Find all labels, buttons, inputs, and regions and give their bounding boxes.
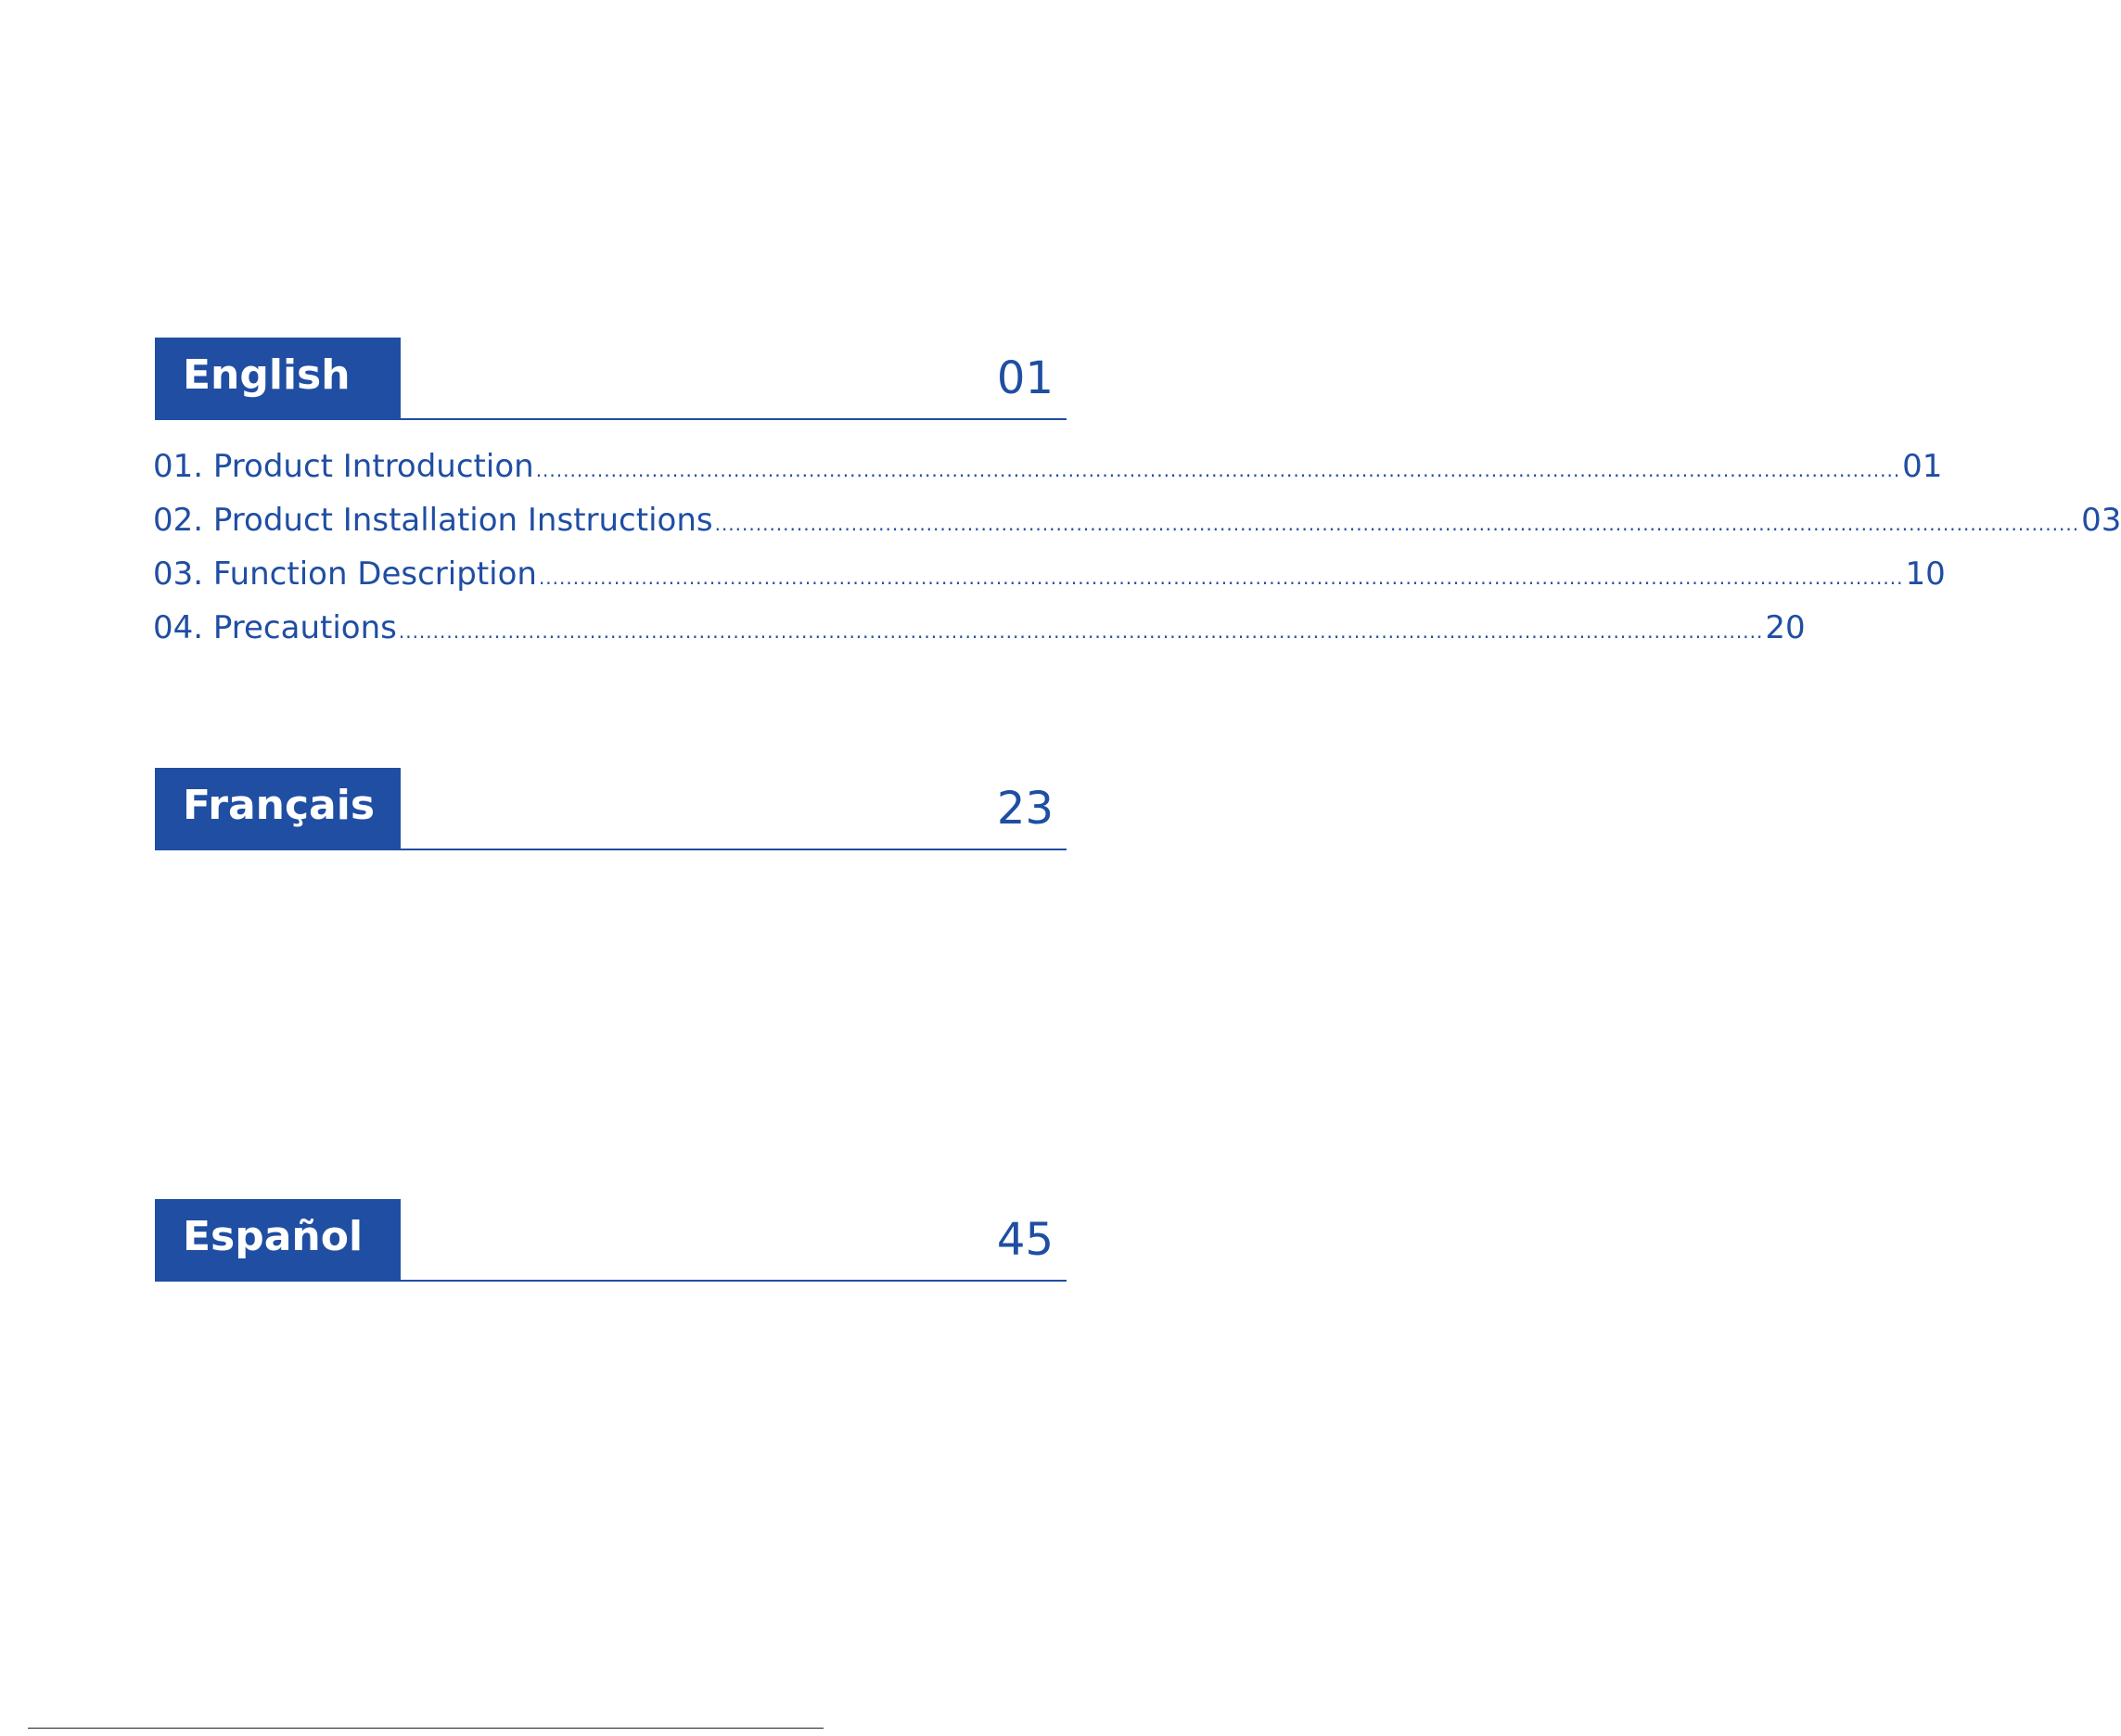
section-label-box xyxy=(155,338,401,419)
footer-rule xyxy=(28,1728,824,1729)
toc-entry-title: 03. Function Description xyxy=(153,555,537,593)
toc-entry-page: 20 xyxy=(1765,609,1806,646)
section-header-francais xyxy=(155,768,1067,851)
section-header-espanol xyxy=(155,1199,1067,1283)
toc-entry-title: 04. Precautions xyxy=(153,609,397,646)
toc-entry-page: 03 xyxy=(2081,502,2121,539)
section-header-english xyxy=(155,338,1067,421)
section-label: Français xyxy=(183,782,376,829)
section-label-box xyxy=(155,1199,401,1281)
section-divider xyxy=(155,849,1067,850)
toc-entry[interactable] xyxy=(153,493,2121,547)
section-divider xyxy=(155,1280,1067,1282)
section-label: Español xyxy=(183,1213,364,1260)
section-label: English xyxy=(183,351,351,399)
section-page-number: 45 xyxy=(996,1214,1054,1266)
toc-entry-page: 01 xyxy=(1902,448,1943,485)
toc-entry-page: 10 xyxy=(1905,555,1946,593)
toc-leader-dots: ........................................................................................................................................................................................................ xyxy=(398,620,1764,643)
toc-leader-dots: ........................................................................................................................................................................................................ xyxy=(538,567,1904,589)
toc-leader-dots: ........................................................................................................................................................................................................ xyxy=(714,513,2080,535)
toc-entry-title: 01. Product Introduction xyxy=(153,448,534,485)
section-divider xyxy=(155,418,1067,420)
toc-entry[interactable] xyxy=(153,440,1943,493)
toc-entry[interactable] xyxy=(153,601,1806,655)
toc-leader-dots: ........................................................................................................................................................................................................ xyxy=(535,459,1901,481)
toc-entry-title: 02. Product Installation Instructions xyxy=(153,502,713,539)
toc-entry[interactable] xyxy=(153,547,1946,601)
toc-list-english xyxy=(153,440,2121,655)
section-page-number: 23 xyxy=(996,783,1054,835)
section-label-box xyxy=(155,768,401,849)
section-page-number: 01 xyxy=(996,352,1054,404)
